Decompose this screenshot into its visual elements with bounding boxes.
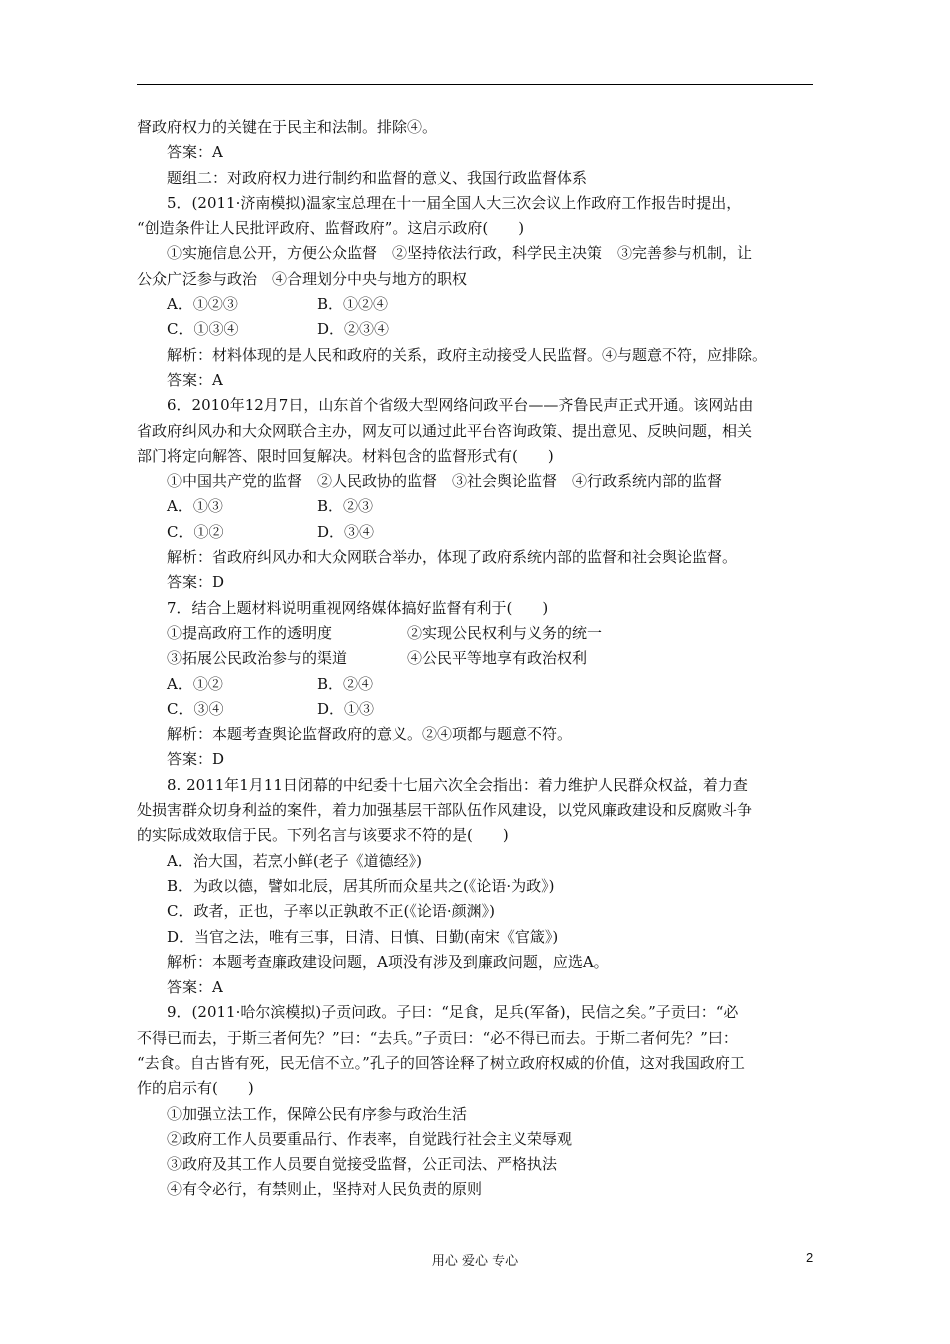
text-line: ①加强立法工作，保障公民有序参与政治生活 bbox=[167, 1104, 468, 1123]
answer-option: ④公民平等地享有政治权利 bbox=[407, 649, 588, 668]
answer-option: B．②③ bbox=[317, 497, 374, 516]
footer-motto: 用心 爱心 专心 bbox=[431, 1254, 519, 1269]
answer-option: A．①③ bbox=[167, 497, 223, 516]
answer-option: A．①②③ bbox=[167, 295, 238, 314]
text-line: 答案：D bbox=[167, 750, 225, 769]
text-line: “去食。自古皆有死，民无信不立。”孔子的回答诠释了树立政府权威的价值，这对我国政府工 bbox=[137, 1053, 745, 1072]
option-row bbox=[137, 317, 817, 342]
text-line: 题组二：对政府权力进行制约和监督的意义、我国行政监督体系 bbox=[167, 168, 588, 187]
text-line: 的实际成效取信于民。下列名言与该要求不符的是( ) bbox=[137, 826, 509, 845]
text-line: 不得已而去，于斯三者何先？”曰：“去兵。”子贡曰：“必不得已而去。于斯二者何先？”曰： bbox=[137, 1028, 738, 1047]
option-row bbox=[137, 621, 817, 646]
answer-option: D．③④ bbox=[317, 522, 375, 541]
text-line: 答案：A bbox=[167, 143, 223, 162]
text-line: 解析：本题考查廉政建设问题，A项没有涉及到廉政问题，应选A。 bbox=[167, 952, 609, 971]
answer-option: C．①② bbox=[167, 522, 224, 541]
text-line: 5．(2011·济南模拟)温家宝总理在十一届全国人大三次会议上作政府工作报告时提出， bbox=[167, 193, 742, 212]
document-body bbox=[137, 115, 817, 1203]
option-row bbox=[137, 646, 817, 671]
text-line: 解析：本题考查舆论监督政府的意义。②④项都与题意不符。 bbox=[167, 725, 573, 744]
text-line: C．政者，正也，子率以正孰敢不正(《论语·颜渊》) bbox=[167, 902, 495, 921]
text-line: 处损害群众切身利益的案件，着力加强基层干部队伍作风建设，以党风廉政建设和反腐败斗争 bbox=[137, 801, 753, 820]
header-rule bbox=[137, 84, 813, 85]
text-line: B．为政以德，譬如北辰，居其所而众星共之(《论语·为政》) bbox=[167, 876, 555, 895]
answer-option: C．①③④ bbox=[167, 320, 239, 339]
option-row bbox=[137, 697, 817, 722]
option-row bbox=[137, 672, 817, 697]
text-line: A．治大国，若烹小鲜(老子《道德经》) bbox=[167, 851, 423, 870]
text-line: 督政府权力的关键在于民主和法制。排除④。 bbox=[137, 118, 438, 136]
text-line: 作的启示有( ) bbox=[137, 1079, 254, 1098]
text-line: 8. 2011年1月11日闭幕的中纪委十七届六次全会指出：着力维护人民群众权益，着力查 bbox=[167, 775, 748, 794]
option-row bbox=[137, 520, 817, 545]
text-line: ②政府工作人员要重品行、作表率，自觉践行社会主义荣辱观 bbox=[167, 1129, 573, 1148]
text-line: ①中国共产党的监督 ②人民政协的监督 ③社会舆论监督 ④行政系统内部的监督 bbox=[167, 472, 723, 491]
text-line: 答案：A bbox=[167, 370, 223, 389]
page-number: 2 bbox=[806, 1250, 814, 1265]
text-line: 答案：A bbox=[167, 978, 223, 997]
answer-option: D．②③④ bbox=[317, 320, 390, 339]
text-line: 公众广泛参与政治 ④合理划分中央与地方的职权 bbox=[137, 269, 468, 288]
option-row bbox=[137, 494, 817, 519]
answer-option: D．①③ bbox=[317, 699, 375, 718]
text-line: 解析：材料体现的是人民和政府的关系，政府主动接受人民监督。④与题意不符，应排除。 bbox=[167, 345, 768, 364]
text-line: ①实施信息公开，方便公众监督 ②坚持依法行政，科学民主决策 ③完善参与机制，让 bbox=[167, 244, 753, 263]
answer-option: B．①②④ bbox=[317, 295, 389, 314]
answer-option: ①提高政府工作的透明度 bbox=[167, 623, 333, 642]
answer-option: ③拓展公民政治参与的渠道 bbox=[167, 649, 348, 668]
text-line: “创造条件让人民批评政府、监督政府”。这启示政府( ) bbox=[137, 219, 525, 238]
answer-option: ②实现公民权利与义务的统一 bbox=[407, 623, 603, 642]
text-line: 省政府纠风办和大众网联合主办，网友可以通过此平台咨询政策、提出意见、反映问题，相关 bbox=[137, 421, 753, 440]
text-line: 6．2010年12月7日，山东首个省级大型网络问政平台——齐鲁民声正式开通。该网站由 bbox=[167, 396, 754, 415]
text-line: ③政府及其工作人员要自觉接受监督，公正司法、严格执法 bbox=[167, 1155, 558, 1174]
text-line: 答案：D bbox=[167, 573, 225, 592]
answer-option: B．②④ bbox=[317, 674, 374, 693]
text-line: 9．(2011·哈尔滨模拟)子贡问政。子曰：“足食，足兵(军备)，民信之矣。”子贡曰：“必 bbox=[167, 1003, 739, 1022]
text-line: D．当官之法，唯有三事，日清、日慎、日勤(南宋《官箴》) bbox=[167, 927, 559, 946]
option-row bbox=[137, 292, 817, 317]
text-line: 解析：省政府纠风办和大众网联合举办，体现了政府系统内部的监督和社会舆论监督。 bbox=[167, 548, 738, 567]
text-line: ④有令必行，有禁则止，坚持对人民负责的原则 bbox=[167, 1180, 483, 1199]
answer-option: C．③④ bbox=[167, 699, 224, 718]
answer-option: A．①② bbox=[167, 674, 223, 693]
text-line: 部门将定向解答、限时回复解决。材料包含的监督形式有( ) bbox=[137, 446, 554, 465]
text-line: 7．结合上题材料说明重视网络媒体搞好监督有利于( ) bbox=[167, 598, 549, 617]
